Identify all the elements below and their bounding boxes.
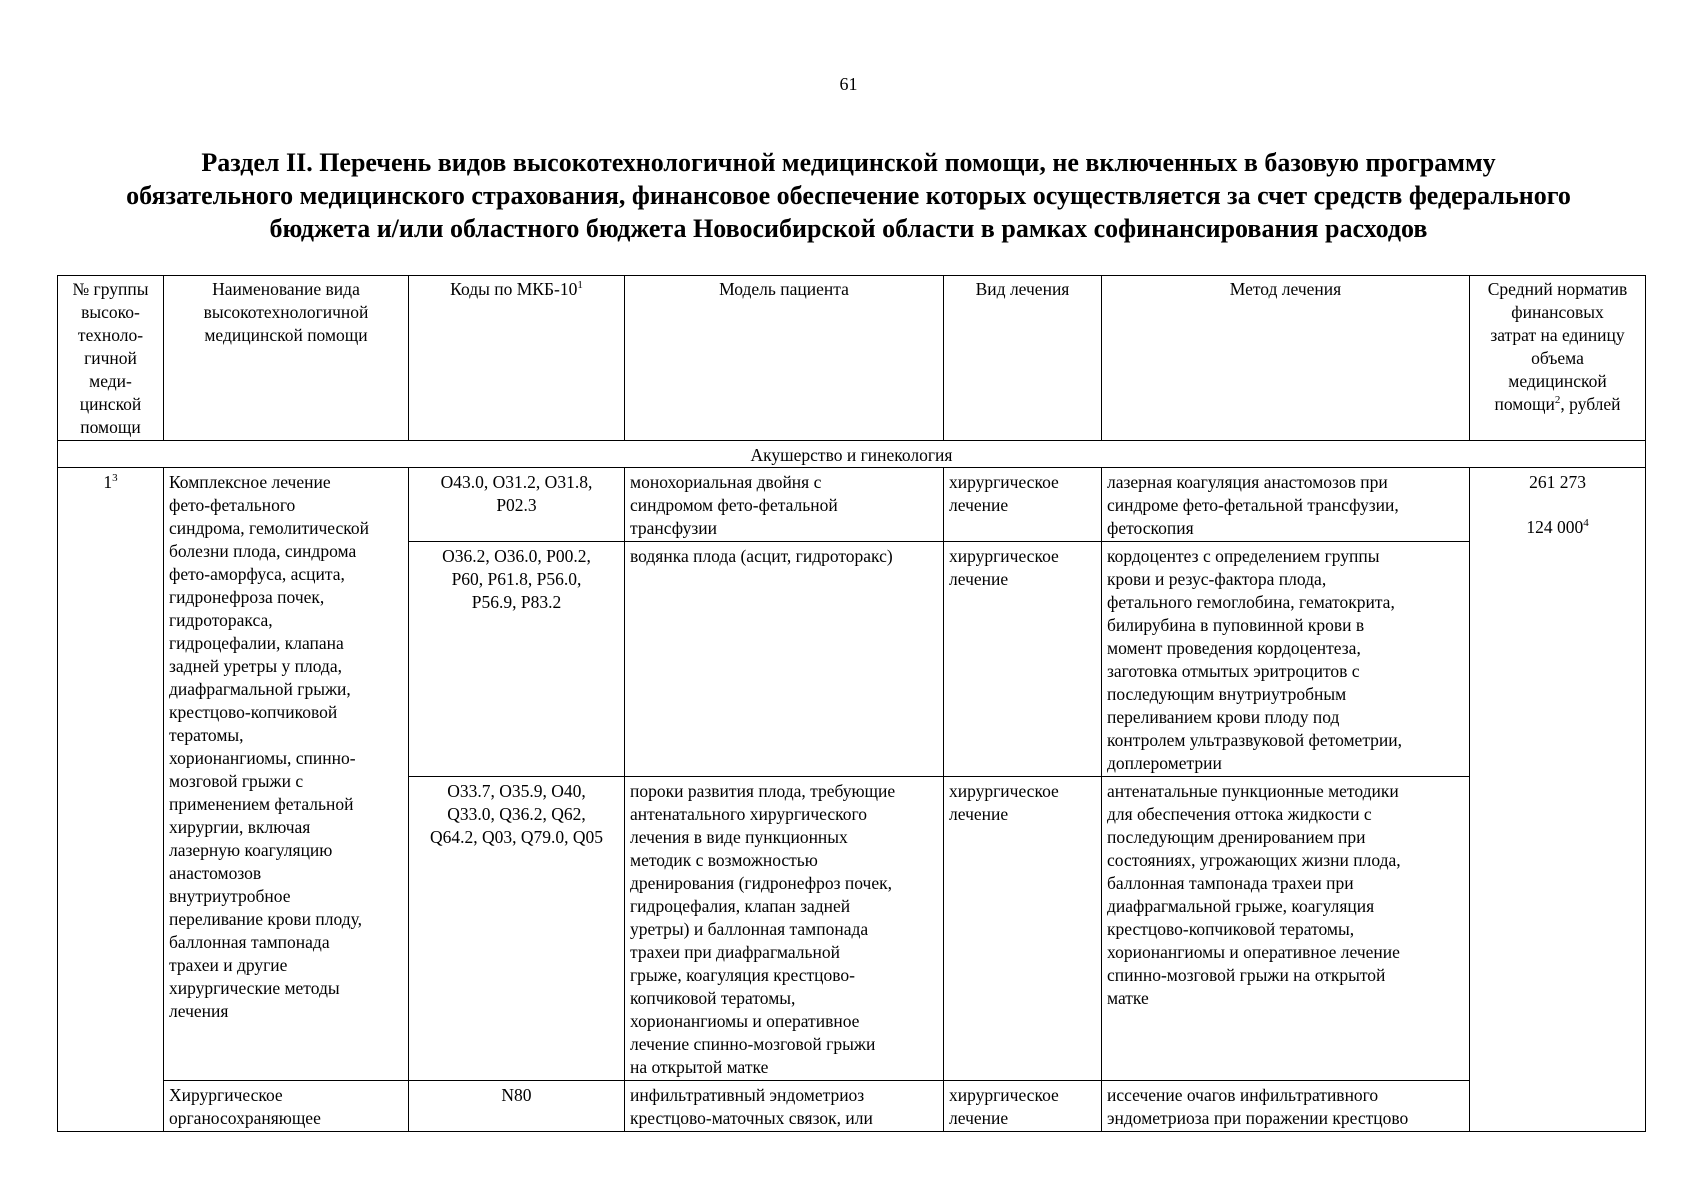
text-line: водянка плода (асцит, гидроторакс) — [630, 546, 893, 566]
patient-model-cell — [625, 1081, 944, 1132]
text-block — [1107, 471, 1464, 540]
treatment-type-cell — [944, 777, 1102, 1081]
text-line: N80 — [501, 1085, 532, 1105]
text-line: баллонная тампонада — [169, 932, 330, 952]
text-line: Хирургическое — [169, 1085, 283, 1105]
text-line: O33.7, O35.9, O40, — [447, 781, 586, 801]
text-line: гидронефроза почек, — [169, 587, 325, 607]
text-block — [414, 545, 619, 614]
text-line: крестцово-копчиковой — [169, 702, 338, 722]
text-block — [630, 780, 938, 1079]
text-line: антенатальные пункционные методики — [1107, 781, 1399, 801]
text-block — [414, 1084, 619, 1107]
avg-cost-value: 261 273 — [1529, 472, 1586, 492]
text-line: помощи — [80, 417, 141, 437]
header-avg-cost: Средний норматив финансовых затрат на единицу объема медицинской помощи$^2$, рублей — [1470, 276, 1646, 441]
text-line: Q64.2, Q03, Q79.0, Q05 — [429, 827, 604, 847]
text-line: хирургические методы — [169, 978, 340, 998]
text-line: фето-аморфуса, асцита, — [169, 564, 345, 584]
header-row — [58, 276, 1646, 441]
text-line: заготовка отмытых эритроцитов с — [1107, 661, 1360, 681]
text-line: кордоцентез с определением группы — [1107, 546, 1380, 566]
patient-model-cell — [625, 542, 944, 777]
text-line: спинно-мозговой грыжи на открытой — [1107, 965, 1386, 985]
text-line: органосохраняющее — [169, 1108, 321, 1128]
text-line: хорионангиомы и оперативное лечение — [1107, 942, 1400, 962]
table-row — [58, 468, 1646, 542]
text-line: антенатального хирургического — [630, 804, 868, 824]
treatment-type-cell — [944, 468, 1102, 542]
header-vmp-name — [164, 276, 409, 441]
text-line: синдрома, гемолитической — [169, 518, 369, 538]
text-line: момент проведения кордоцентеза, — [1107, 638, 1361, 658]
icd-codes-cell — [409, 777, 625, 1081]
text-block — [414, 780, 619, 849]
text-line: матке — [1107, 988, 1149, 1008]
text-line: анастомозов — [169, 863, 262, 883]
treatment-method-cell — [1102, 777, 1470, 1081]
patient-model-cell — [625, 777, 944, 1081]
text-line: задней уретры у плода, — [169, 656, 342, 676]
text-line: крестцово-копчиковой тератомы, — [1107, 919, 1355, 939]
header-group-number — [58, 276, 164, 441]
text-block — [1475, 278, 1640, 393]
text-line: грыже, коагуляция крестцово- — [630, 965, 855, 985]
text-line: O36.2, O36.0, P00.2, — [442, 546, 591, 566]
text-line: P02.3 — [496, 495, 537, 515]
text-line: переливанием крови плоду под — [1107, 707, 1340, 727]
text-block — [1107, 780, 1464, 1010]
text-line: гичной — [84, 348, 137, 368]
text-line: техноло- — [77, 325, 144, 345]
text-line: меди- — [89, 371, 132, 391]
table-row — [58, 1081, 1646, 1132]
icd-codes-cell — [409, 468, 625, 542]
text-line: лазерную коагуляцию — [169, 840, 333, 860]
text-block — [169, 471, 403, 1023]
text-line: объема — [1531, 348, 1584, 368]
text-line: внутриутробное — [169, 886, 291, 906]
text-line: диафрагмальной грыже, коагуляция — [1107, 896, 1375, 916]
text-line: монохориальная двойня с — [630, 472, 822, 492]
text-line: хирургическое — [949, 472, 1059, 492]
text-line: затрат на единицу — [1490, 325, 1625, 345]
header-treatment-method: Метод лечения — [1102, 276, 1470, 441]
text-block — [949, 545, 1096, 591]
text-line: хирургии, включая — [169, 817, 311, 837]
text-line: фетального гемоглобина, гематокрита, — [1107, 592, 1395, 612]
text-line: тератомы, — [169, 725, 244, 745]
text-line: O43.0, O31.2, O31.8, — [440, 472, 593, 492]
text-line: цинской — [79, 394, 142, 414]
text-line: доплерометрии — [1107, 753, 1222, 773]
patient-model-cell — [625, 468, 944, 542]
text-block — [1107, 1084, 1464, 1130]
text-line: лечения в виде пункционных — [630, 827, 848, 847]
text-line: эндометриоза при поражении крестцово — [1107, 1108, 1409, 1128]
text-line: состояниях, угрожающих жизни плода, — [1107, 850, 1401, 870]
text-line: хирургическое — [949, 1085, 1059, 1105]
text-line: трахеи при диафрагмальной — [630, 942, 840, 962]
text-line: фетоскопия — [1107, 518, 1194, 538]
text-block — [414, 471, 619, 517]
text-line: трахеи и другие — [169, 955, 288, 975]
text-line: баллонная тампонада трахеи при — [1107, 873, 1354, 893]
text-line: Q33.0, Q36.2, Q62, — [447, 804, 586, 824]
text-line: применением фетальной — [169, 794, 354, 814]
text-line: синдроме фето-фетальной трансфузии, — [1107, 495, 1399, 515]
text-block — [169, 1084, 403, 1130]
icd-codes-cell — [409, 542, 625, 777]
text-line: Наименование вида — [212, 279, 360, 299]
text-block — [949, 471, 1096, 517]
section-row — [58, 441, 1646, 468]
text-line: уретры) и баллонная тампонада — [630, 919, 869, 939]
text-line: лазерная коагуляция анастомозов при — [1107, 472, 1388, 492]
text-line: лечение — [949, 1108, 1009, 1128]
text-line: крестцово-маточных связок, или — [630, 1108, 873, 1128]
treatment-type-cell — [944, 1081, 1102, 1132]
text-line: P60, P61.8, P56.0, — [451, 569, 582, 589]
text-line: финансовых — [1511, 302, 1604, 322]
title-line: обязательного медицинского страхования, финансовое обеспечение которых осуществляется за счет средств федерального — [126, 181, 1571, 210]
group-number-cell: $1^3$ — [58, 468, 164, 1132]
text-line: гидроцефалия, клапан задней — [630, 896, 851, 916]
text-line: дренирования (гидронефроз почек, — [630, 873, 892, 893]
text-line: Средний норматив — [1487, 279, 1628, 299]
text-line: на открытой матке — [630, 1057, 769, 1077]
section-title — [40, 146, 1657, 245]
text-line: гидроторакса, — [169, 610, 273, 630]
text-line: высокотехнологичной — [203, 302, 369, 322]
treatment-type-cell — [944, 542, 1102, 777]
text-block — [630, 471, 938, 540]
text-block — [63, 278, 158, 439]
text-line: для обеспечения оттока жидкости с — [1107, 804, 1372, 824]
text-line: болезни плода, синдрома — [169, 541, 357, 561]
avg-cost-value-cofinance: 124 $000^4$ — [1526, 517, 1589, 537]
text-line: медицинской — [1508, 371, 1607, 391]
page-number: 61 — [839, 74, 858, 94]
text-line: лечение — [949, 804, 1009, 824]
title-line: Раздел II. Перечень видов высокотехнологичной медицинской помощи, не включенных в базовую программу — [201, 148, 1496, 177]
text-line: методик с возможностью — [630, 850, 818, 870]
vmp-name-cell — [164, 1081, 409, 1132]
text-line: фето-фетального — [169, 495, 296, 515]
icd-codes-cell — [409, 1081, 625, 1132]
text-block — [1107, 545, 1464, 775]
text-line: лечения — [169, 1001, 229, 1021]
text-block — [949, 780, 1096, 826]
text-line: № группы — [72, 279, 149, 299]
text-line: хирургическое — [949, 781, 1059, 801]
text-line: гидроцефалии, клапана — [169, 633, 344, 653]
text-line: синдромом фето-фетальной — [630, 495, 838, 515]
text-line: контролем ультразвуковой фетометрии, — [1107, 730, 1403, 750]
treatment-method-cell — [1102, 1081, 1470, 1132]
header-patient-model: Модель пациента — [625, 276, 944, 441]
text-line: последующим дренированием при — [1107, 827, 1366, 847]
text-line: крови и резус-фактора плода, — [1107, 569, 1327, 589]
text-line: лечение — [949, 569, 1009, 589]
text-block — [949, 1084, 1096, 1130]
text-line: хирургическое — [949, 546, 1059, 566]
text-line: лечение — [949, 495, 1009, 515]
text-line: последующим внутриутробным — [1107, 684, 1347, 704]
text-line: пороки развития плода, требующие — [630, 781, 896, 801]
text-block — [630, 545, 938, 568]
text-line: трансфузии — [630, 518, 718, 538]
text-block — [630, 1084, 938, 1130]
treatment-method-cell — [1102, 542, 1470, 777]
text-line: иссечение очагов инфильтративного — [1107, 1085, 1379, 1105]
title-line: бюджета и/или областного бюджета Новосибирской области в рамках софинансирования расходов — [269, 214, 1428, 243]
text-block — [169, 278, 403, 347]
avg-cost-cell — [1470, 468, 1646, 1132]
header-treatment-type: Вид лечения — [944, 276, 1102, 441]
text-line: Комплексное лечение — [169, 472, 331, 492]
header-icd-codes: Коды по МКБ-$10^1$ — [409, 276, 625, 441]
text-line: P56.9, P83.2 — [471, 592, 562, 612]
text-line: диафрагмальной грыжи, — [169, 679, 351, 699]
text-line: хорионангиомы и оперативное — [630, 1011, 860, 1031]
text-line: мозговой грыжи с — [169, 771, 304, 791]
text-line: переливание крови плоду, — [169, 909, 363, 929]
section-heading: Акушерство и гинекология — [58, 441, 1646, 468]
text-line: копчиковой тератомы, — [630, 988, 796, 1008]
text-line: лечение спинно-мозговой грыжи — [630, 1034, 876, 1054]
treatment-method-cell — [1102, 468, 1470, 542]
text-line: инфильтративный эндометриоз — [630, 1085, 865, 1105]
text-line: хорионангиомы, спинно- — [169, 748, 356, 768]
vmp-name-cell — [164, 468, 409, 1081]
text-line: высоко- — [81, 302, 140, 322]
text-line: билирубина в пуповинной крови в — [1107, 615, 1365, 635]
vmp-table — [57, 275, 1646, 1132]
text-line: медицинской помощи — [204, 325, 368, 345]
